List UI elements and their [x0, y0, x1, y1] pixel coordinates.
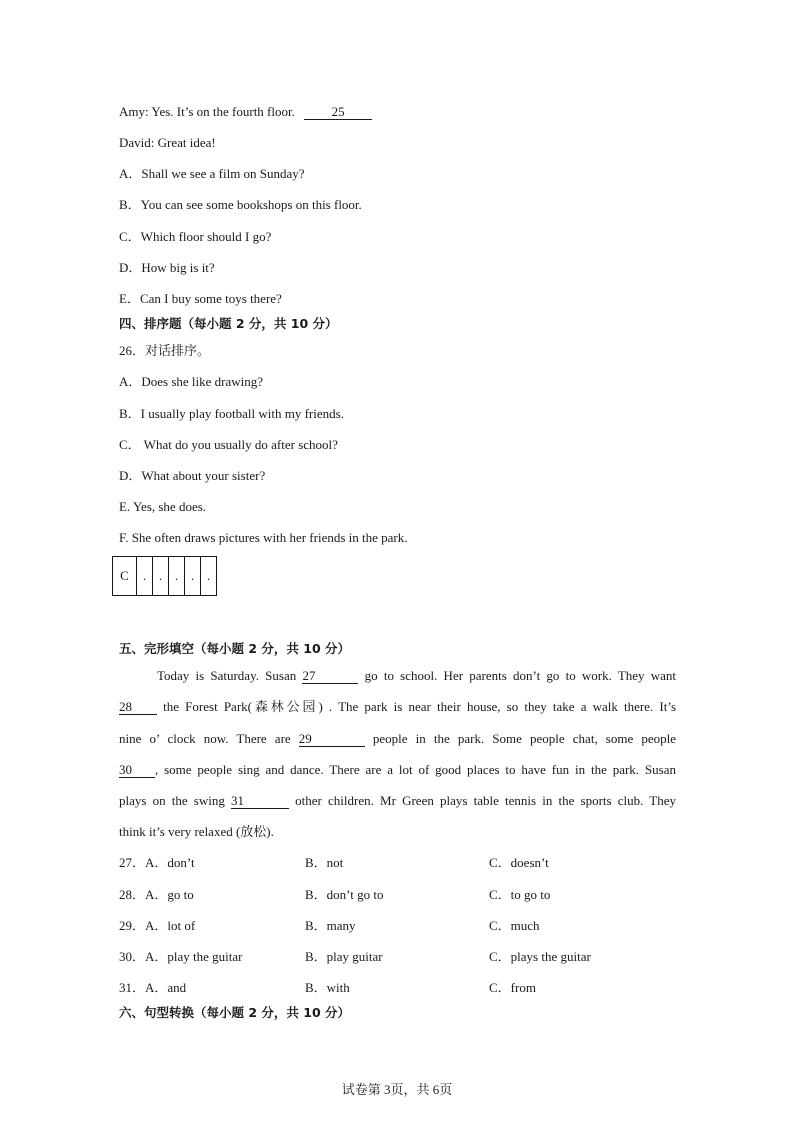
page-footer: 试卷第 3页，共 6页 — [341, 1082, 453, 1097]
order-option-f: F. She often draws pictures with her friends in the park. — [119, 530, 408, 545]
answer-cell-1[interactable]: C — [113, 557, 137, 596]
choice-a[interactable]: A．and — [145, 980, 187, 995]
question-number: 29． — [119, 918, 146, 933]
order-option-b: B．I usually play football with my friends. — [119, 406, 344, 421]
option-21-25-e: E．Can I buy some toys there? — [119, 291, 282, 306]
question-number: 31． — [119, 980, 146, 995]
choice-c[interactable]: C．plays the guitar — [489, 949, 591, 964]
order-option-c: C． What do you usually do after school? — [119, 437, 338, 452]
blank-27[interactable]: 27 — [302, 669, 358, 684]
answer-cell-2[interactable]: . — [137, 557, 153, 596]
question-number: 28． — [119, 887, 146, 902]
blank-31[interactable]: 31 — [231, 794, 289, 809]
option-21-25-a: A．Shall we see a film on Sunday? — [119, 166, 305, 181]
blank-29[interactable]: 29 — [299, 732, 365, 747]
question-number: 30． — [119, 949, 146, 964]
choice-a[interactable]: A．don’t — [145, 855, 195, 870]
choice-c[interactable]: C．from — [489, 980, 536, 995]
option-21-25-c: C．Which floor should I go? — [119, 229, 272, 244]
answer-order-table — [112, 556, 217, 596]
option-21-25-b: B．You can see some bookshops on this floor. — [119, 197, 362, 212]
choice-b[interactable]: B．don’t go to — [305, 887, 384, 902]
choice-c[interactable]: C．doesn’t — [489, 855, 549, 870]
option-21-25-d: D．How big is it? — [119, 260, 215, 275]
question-number: 27． — [119, 855, 146, 870]
choice-c[interactable]: C．much — [489, 918, 540, 933]
section-6-heading: 六、句型转换（每小题 2 分，共 10 分） — [119, 1005, 351, 1020]
passage-line-4: 30 , some people sing and dance. There are a lot of good places to have fun in the park. Susan — [119, 762, 676, 777]
passage-line-3: nine o’ clock now. There are 29 people in the park. Some people chat, some people — [119, 731, 676, 746]
choice-b[interactable]: B．not — [305, 855, 344, 870]
passage-line-1: Today is Saturday. Susan 27 go to school. Her parents don’t go to work. They want — [157, 668, 676, 683]
blank-28[interactable]: 28 — [119, 700, 157, 715]
choice-b[interactable]: B．many — [305, 918, 356, 933]
blank-25[interactable]: 25 — [304, 105, 372, 120]
order-option-d: D．What about your sister? — [119, 468, 266, 483]
order-option-a: A．Does she like drawing? — [119, 374, 264, 389]
choice-c[interactable]: C．to go to — [489, 887, 551, 902]
question-26-title: 26．对话排序。 — [119, 343, 211, 358]
dialog-line-david: David: Great idea! — [119, 135, 216, 150]
section-4-heading: 四、排序题（每小题 2 分，共 10 分） — [119, 316, 338, 331]
answer-cell-6[interactable]: . — [201, 557, 217, 596]
choice-b[interactable]: B．play guitar — [305, 949, 383, 964]
choice-a[interactable]: A．lot of — [145, 918, 196, 933]
choice-a[interactable]: A．go to — [145, 887, 194, 902]
blank-30[interactable]: 30 — [119, 763, 155, 778]
section-5-heading: 五、完形填空（每小题 2 分，共 10 分） — [119, 641, 351, 656]
passage-line-5: plays on the swing 31 other children. Mr Green plays table tennis in the sports club. They — [119, 793, 676, 808]
dialog-line-amy: Amy: Yes. It’s on the fourth floor. 25 — [119, 104, 372, 120]
choice-a[interactable]: A．play the guitar — [145, 949, 243, 964]
passage-line-6: think it’s very relaxed (放松). — [119, 824, 274, 839]
answer-cell-3[interactable]: . — [153, 557, 169, 596]
answer-cell-4[interactable]: . — [169, 557, 185, 596]
passage-line-2: 28 the Forest Park(森林公园) . The park is near their house, so they take a walk there. It’s — [119, 699, 677, 714]
answer-cell-5[interactable]: . — [185, 557, 201, 596]
choice-b[interactable]: B．with — [305, 980, 350, 995]
order-option-e: E. Yes, she does. — [119, 499, 207, 514]
